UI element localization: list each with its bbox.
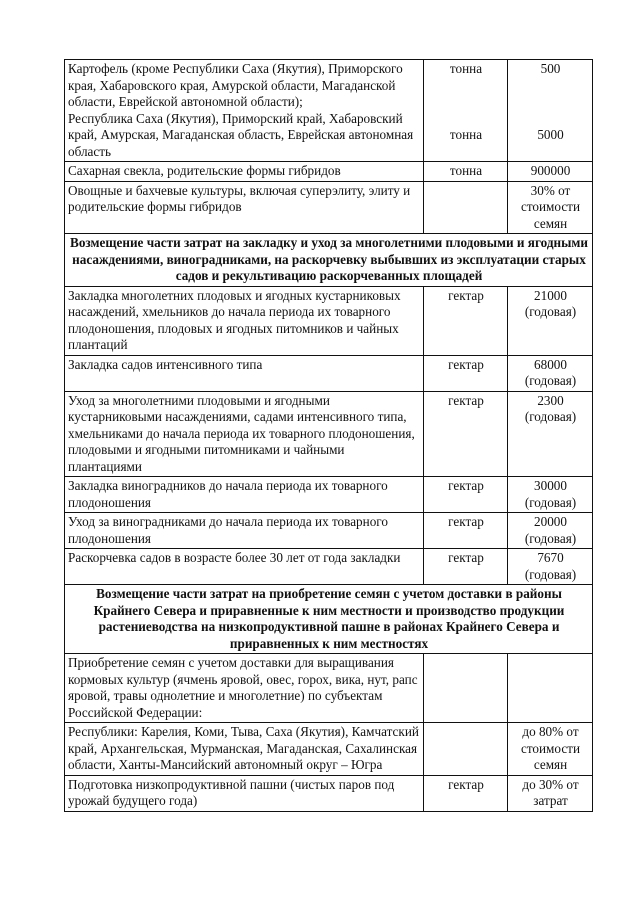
item-name-cell	[65, 60, 424, 162]
unit: гектар	[424, 286, 508, 355]
item-name: Приобретение семян с учетом доставки для выращивания кормовых культур (ячмень яровой, овес, горох, вика, нут, рапс яровой, травы однолетние и многолетние) по субъектам Российской Федерации:	[65, 654, 424, 723]
unit: гектар	[424, 391, 508, 477]
table-row	[65, 286, 593, 355]
rate-value: 30000	[534, 478, 567, 493]
rate-cell	[508, 60, 593, 162]
rate-period: (годовая)	[524, 494, 577, 510]
rate-cell	[508, 355, 593, 391]
rate-cell	[508, 513, 593, 549]
rate-value: 500	[540, 61, 561, 76]
item-name: Картофель (кроме Республики Саха (Якутия), Приморского края, Хабаровского края, Амурской области, Магаданской области, Еврейской автономной области);	[68, 61, 403, 109]
item-name: Подготовка низкопродуктивной пашни (чистых паров под урожай будущего года)	[65, 775, 424, 811]
rate-value: 30% от стоимости семян	[508, 181, 593, 234]
rate-cell	[508, 477, 593, 513]
item-name: Сахарная свекла, родительские формы гибридов	[65, 162, 424, 182]
rate-value: 2300	[537, 392, 564, 408]
rate-period: (годовая)	[524, 530, 577, 546]
rate-value: 21000	[534, 287, 567, 303]
rate-cell	[508, 286, 593, 355]
table-row	[65, 162, 593, 182]
item-name: Республика Саха (Якутия), Приморский край, Хабаровский край, Амурская, Магаданская область, Еврейская автономная область	[68, 110, 414, 159]
table-row	[65, 775, 593, 811]
unit: тонна	[424, 162, 508, 182]
unit: гектар	[424, 477, 508, 513]
section-heading: Возмещение части затрат на приобретение семян с учетом доставки в районы Крайнего Севера и приравненные к ним местности и производство продукции растениеводства на низкопродуктивной пашне в районах Крайнего Севера и приравненных к ним местностях	[65, 585, 593, 654]
item-name: Закладка виноградников до начала периода их товарного плодоношения	[65, 477, 424, 513]
item-name: Уход за многолетними плодовыми и ягодными кустарниковыми насаждениями, садами интенсивного типа, хмельниками до начала периода их товарного плодоношения, плодовыми и ягодными питомниками и чайными плантациями	[65, 391, 424, 477]
table-row	[65, 549, 593, 585]
unit-cell	[424, 60, 508, 162]
rate-period: (годовая)	[524, 409, 577, 424]
section-row	[65, 234, 593, 287]
item-name: Овощные и бахчевые культуры, включая суперэлиту, элиту и родительские формы гибридов	[65, 181, 424, 234]
table-row	[65, 723, 593, 776]
section-row	[65, 585, 593, 654]
rate-value: 7670	[537, 550, 564, 565]
unit: тонна	[449, 126, 483, 142]
unit: тонна	[449, 61, 483, 76]
item-name: Закладка садов интенсивного типа	[65, 355, 424, 391]
unit	[424, 181, 508, 234]
rate-cell	[508, 391, 593, 477]
table-row	[65, 355, 593, 391]
unit: гектар	[424, 355, 508, 391]
table-row	[65, 477, 593, 513]
rate-value: 900000	[508, 162, 593, 182]
section-heading: Возмещение части затрат на закладку и уход за многолетними плодовыми и ягодными насаждениями, виноградниками, на раскорчевку выбывших из эксплуатации старых садов и рекультивацию раскорчеванных площадей	[65, 234, 593, 287]
unit	[424, 723, 508, 776]
rate-period: (годовая)	[524, 304, 577, 319]
rate-cell	[508, 549, 593, 585]
unit	[424, 654, 508, 723]
item-name: Раскорчевка садов в возрасте более 30 лет от года закладки	[65, 549, 424, 585]
rate-value: 20000	[534, 514, 567, 529]
unit: гектар	[424, 549, 508, 585]
item-name: Республики: Карелия, Коми, Тыва, Саха (Якутия), Камчатский край, Архангельская, Мурманская, Магаданская, Сахалинская области, Ханты-Мансийский автономный округ – Югра	[65, 723, 424, 776]
rate-value	[508, 654, 593, 723]
subsidy-rates-table	[64, 59, 593, 812]
item-name: Закладка многолетних плодовых и ягодных кустарниковых насаждений, хмельников до начала периода их товарного плодоношения, плодовых и ягодных питомников и чайных плантаций	[65, 286, 424, 355]
rate-value: 68000	[534, 356, 567, 372]
item-name: Уход за виноградниками до начала периода их товарного плодоношения	[65, 513, 424, 549]
unit: гектар	[424, 513, 508, 549]
table-row	[65, 391, 593, 477]
table-row	[65, 60, 593, 162]
rate-value: 5000	[537, 126, 564, 142]
table-row	[65, 654, 593, 723]
rate-value: до 30% от затрат	[508, 775, 593, 811]
rate-value: до 80% от стоимости семян	[508, 723, 593, 776]
table-row	[65, 513, 593, 549]
table-row	[65, 181, 593, 234]
rate-period: (годовая)	[524, 566, 577, 582]
unit: гектар	[424, 775, 508, 811]
rate-period: (годовая)	[524, 373, 577, 388]
